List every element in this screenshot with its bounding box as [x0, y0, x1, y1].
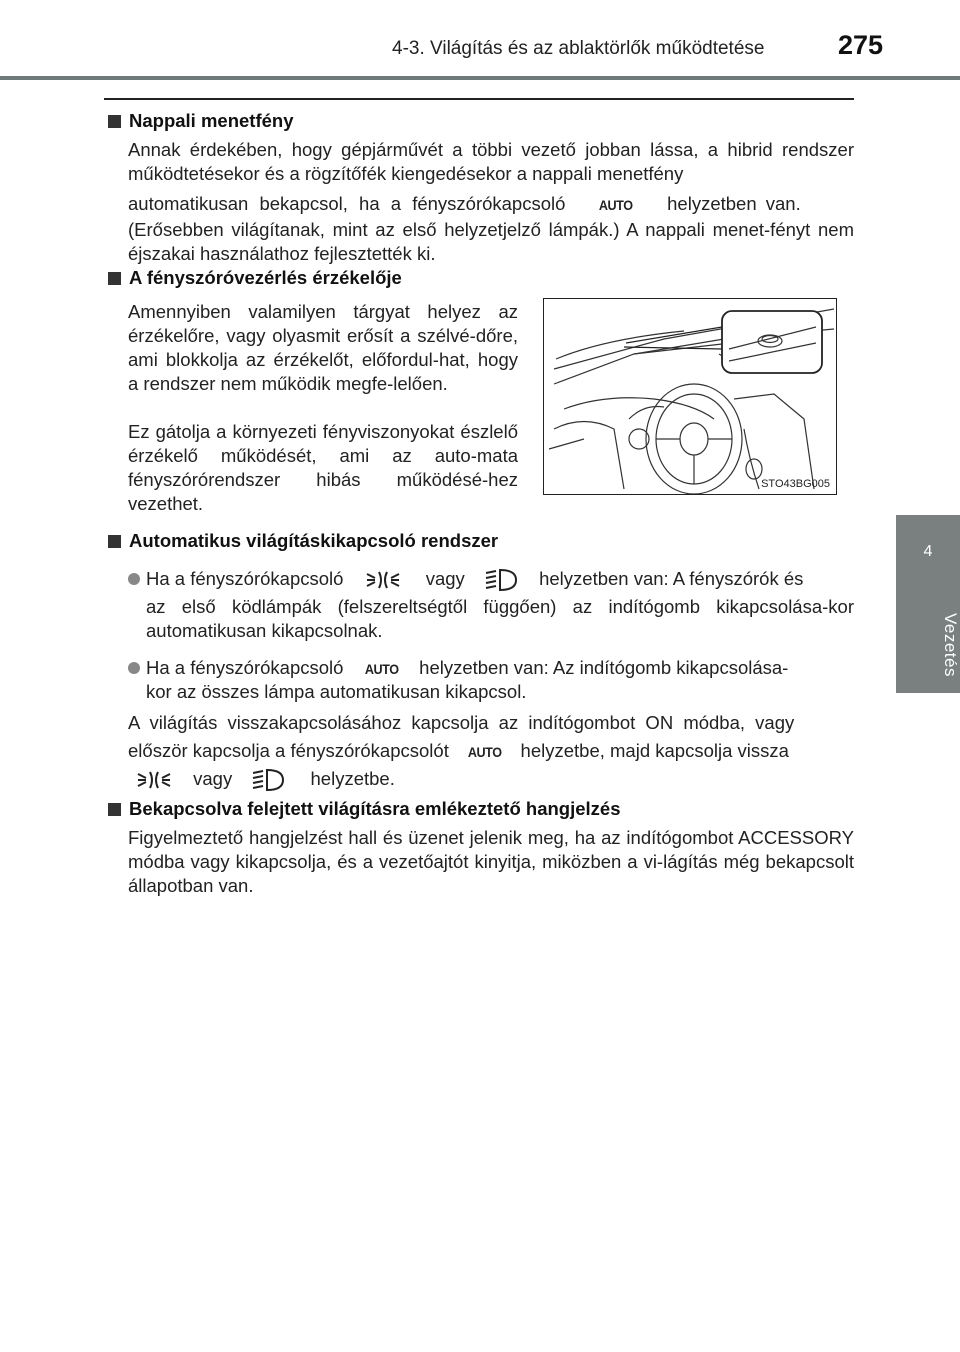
running-header: 4-3. Világítás és az ablaktörlők működtetése [392, 38, 765, 59]
auto-off-bullet-2-cont: kor az összes lámpa automatikusan kikapcsol. [146, 681, 527, 702]
auto-icon: AUTO [598, 197, 633, 213]
restore-text-3: vagy helyzetbe. [136, 768, 395, 792]
square-bullet-icon [108, 115, 121, 128]
sensor-text: Amennyiben valamilyen tárgyat helyez az érzékelőre, vagy olyasmit erősít a szélvé-dőre, ami blokkolja az érzékelőt, előfordul-hat, hogy a rendszer nem működik megfe-lelően. [128, 301, 518, 394]
square-bullet-icon [108, 272, 121, 285]
restore-text-1: A világítás visszakapcsolásához kapcsolja az indítógombot ON módba, vagy [128, 712, 795, 733]
daylight-text-1: Annak érdekében, hogy gépjárművét a többi vezető jobban lássa, a hibrid rendszer működtetésekor és a rögzítőfék kiengedésekor a nappali menetfény [128, 139, 854, 184]
headlight-icon [251, 768, 285, 792]
sensor-illustration [543, 298, 837, 495]
figure-code: STO43BG005 [761, 478, 830, 490]
round-bullet-icon [128, 573, 140, 585]
content-top-rule [104, 98, 854, 100]
daylight-text-2: automatikusan bekapcsol, ha a fényszórókapcsoló AUTO helyzetben van. [128, 193, 801, 214]
auto-off-bullet-1-cont: az első ködlámpák (felszereltségtől függően) az indítógomb kikapcsolása-kor automatikusan kikapcsolnak. [146, 596, 854, 641]
heading-daylight: Nappali menetfény [108, 110, 294, 132]
daylight-text-3: (Erősebben világítanak, mint az első helyzetjelző lámpák.) A nappali menet-fényt nem éjszakai használathoz fejlesztették ki. [128, 219, 854, 264]
tail-light-icon [365, 569, 401, 591]
auto-off-bullet-2: Ha a fényszórókapcsoló AUTO helyzetben van: Az indítógomb kikapcsolása- [128, 657, 788, 679]
square-bullet-icon [108, 803, 121, 816]
chapter-number: 4 [923, 543, 933, 560]
header-rule [0, 76, 960, 80]
restore-text-2: először kapcsolja a fényszórókapcsolót AUTO helyzetbe, majd kapcsolja vissza [128, 740, 789, 761]
auto-icon: AUTO [467, 744, 502, 760]
dashboard-illustration-icon [544, 299, 836, 494]
heading-reminder: Bekapcsolva felejtett világításra emlékeztető hangjelzés [108, 798, 621, 820]
page-number: 275 [838, 30, 884, 60]
round-bullet-icon [128, 662, 140, 674]
headlight-icon [484, 568, 518, 592]
auto-off-bullet-1: Ha a fényszórókapcsoló vagy helyzetben van: A fényszórók és [128, 567, 803, 592]
reminder-text: Figyelmeztető hangjelzést hall és üzenet jelenik meg, ha az indítógombot ACCESSORY módba vagy kikapcsolja, és a vezetőajtót kinyitja, miközben a vi-lágítás még bekapcsolt állapotban van. [128, 827, 854, 896]
heading-sensor: A fényszóróvezérlés érzékelője [108, 267, 402, 289]
auto-icon: AUTO [364, 661, 399, 677]
sensor-text-2: Ez gátolja a környezeti fényviszonyokat észlelő érzékelő működését, ami az auto-mata fényszórórendszer hibás működésé-hez vezethet. [128, 421, 518, 514]
heading-auto-off: Automatikus világításkikapcsoló rendszer [108, 530, 498, 552]
chapter-label: Vezetés [941, 613, 960, 677]
square-bullet-icon [108, 535, 121, 548]
tail-light-icon [136, 769, 172, 791]
